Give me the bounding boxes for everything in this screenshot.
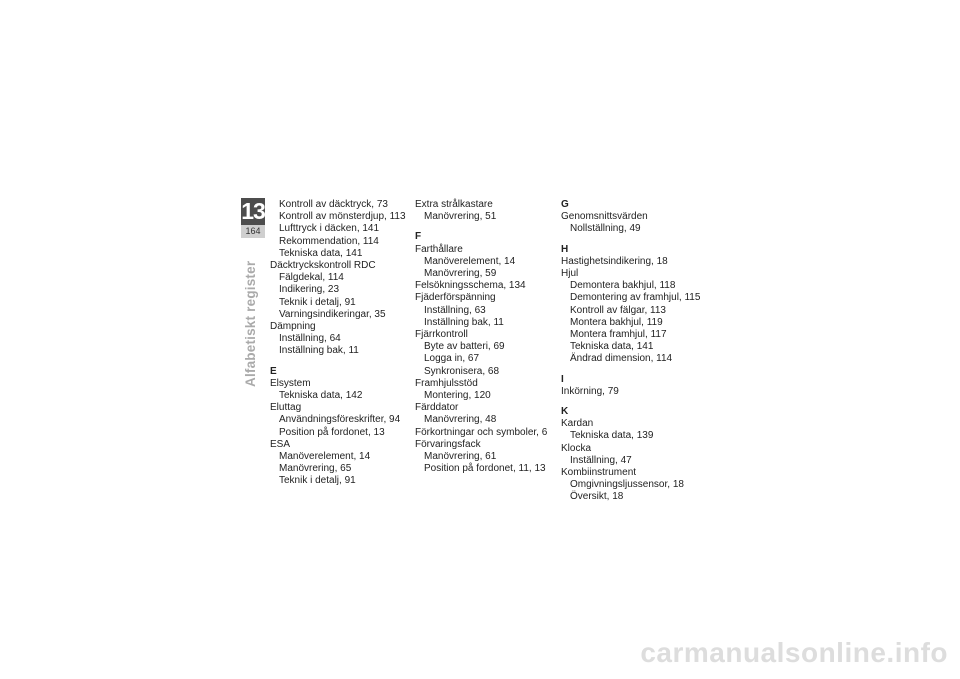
index-entry: Hastighetsindikering, 18 bbox=[561, 255, 668, 267]
index-letter: I bbox=[561, 373, 564, 385]
index-column-3 bbox=[561, 199, 700, 504]
index-subentry: Byte av batteri, 69 bbox=[424, 341, 505, 353]
index-entry: ESA bbox=[270, 438, 291, 450]
index-subentry: Tekniska data, 139 bbox=[570, 430, 654, 442]
chapter-tab bbox=[241, 198, 265, 238]
index-subentry: Ändrad dimension, 114 bbox=[570, 353, 673, 365]
index-letter: G bbox=[561, 199, 569, 210]
index-letter: H bbox=[561, 243, 569, 255]
index-entry: Felsökningsschema, 134 bbox=[415, 280, 526, 292]
index-entry: Extra strålkastare bbox=[415, 199, 493, 210]
index-subentry: Inställning, 64 bbox=[279, 333, 341, 345]
index-subentry: Manövrering, 48 bbox=[424, 414, 497, 426]
index-subentry: Tekniska data, 142 bbox=[279, 390, 363, 402]
index-entry: Hjul bbox=[561, 268, 579, 280]
section-title: Alfabetiskt register bbox=[243, 260, 258, 387]
index-entry: Dämpning bbox=[270, 321, 316, 333]
index-subentry: Position på fordonet, 13 bbox=[279, 426, 385, 438]
index-subentry: Manöverelement, 14 bbox=[279, 451, 371, 463]
index-subentry: Manövrering, 61 bbox=[424, 451, 497, 463]
index-entry: Elsystem bbox=[270, 377, 311, 389]
index-subentry: Manöverelement, 14 bbox=[424, 255, 516, 267]
index-subentry: Manövrering, 65 bbox=[279, 463, 352, 475]
index-subentry: Indikering, 23 bbox=[279, 284, 340, 296]
index-subentry: Inställning bak, 11 bbox=[424, 316, 504, 328]
index-subentry: Position på fordonet, 11, 13 bbox=[424, 463, 546, 475]
index-subentry: Användningsföreskrifter, 94 bbox=[279, 414, 401, 426]
index-entry: Fjäderförspänning bbox=[415, 292, 496, 304]
index-entry: Kombiinstrument bbox=[561, 467, 637, 479]
index-entry: Framhjulsstöd bbox=[415, 377, 478, 389]
index-subentry: Teknik i detalj, 91 bbox=[279, 475, 356, 487]
index-subentry: Manövrering, 59 bbox=[424, 268, 497, 280]
index-entry: Inkörning, 79 bbox=[561, 385, 619, 397]
index-subentry: Montering, 120 bbox=[424, 390, 491, 402]
index-subentry: Inställning, 47 bbox=[570, 454, 632, 466]
index-subentry: Inställning, 63 bbox=[424, 304, 486, 316]
page-number: 164 bbox=[241, 225, 265, 238]
index-subentry: Kontroll av fälgar, 113 bbox=[570, 304, 666, 316]
index-entry: Däcktryckskontroll RDC bbox=[270, 260, 376, 272]
index-subentry: Kontroll av däcktryck, 73 bbox=[279, 199, 388, 210]
index-subentry: Nollställning, 49 bbox=[570, 223, 641, 235]
index-subentry: Tekniska data, 141 bbox=[279, 247, 363, 259]
index-letter: K bbox=[561, 406, 569, 418]
index-entry: Färddator bbox=[415, 402, 459, 414]
index-subentry: Omgivningsljussensor, 18 bbox=[570, 479, 684, 491]
index-subentry: Logga in, 67 bbox=[424, 353, 480, 365]
index-entry: Förkortningar och symboler, 6 bbox=[415, 426, 548, 438]
index-subentry: Montera framhjul, 117 bbox=[570, 329, 667, 341]
index-letter: E bbox=[270, 365, 277, 377]
chapter-number: 13 bbox=[241, 198, 265, 224]
index-entry: Farthållare bbox=[415, 243, 463, 255]
index-column-2 bbox=[415, 199, 547, 475]
index-subentry: Tekniska data, 141 bbox=[570, 341, 654, 353]
index-entry: Genomsnittsvärden bbox=[561, 211, 648, 223]
index-entry: Klocka bbox=[561, 442, 592, 454]
index-subentry: Kontroll av mönsterdjup, 113 bbox=[279, 211, 406, 223]
index-entry: Fjärrkontroll bbox=[415, 329, 468, 341]
index-subentry: Översikt, 18 bbox=[570, 491, 624, 503]
index-subentry: Inställning bak, 11 bbox=[279, 345, 359, 357]
index-entry: Eluttag bbox=[270, 402, 302, 414]
index-subentry: Montera bakhjul, 119 bbox=[570, 316, 663, 328]
index-letter: F bbox=[415, 231, 422, 243]
index-subentry: Lufttryck i däcken, 141 bbox=[279, 223, 380, 235]
index-subentry: Rekommendation, 114 bbox=[279, 235, 379, 247]
index-subentry: Demontering av framhjul, 115 bbox=[570, 292, 701, 304]
index-subentry: Demontera bakhjul, 118 bbox=[570, 280, 676, 292]
index-subentry: Varningsindikeringar, 35 bbox=[279, 308, 386, 320]
index-subentry: Teknik i detalj, 91 bbox=[279, 296, 356, 308]
index-entry: Förvaringsfack bbox=[415, 438, 481, 450]
index-subentry: Synkronisera, 68 bbox=[424, 365, 500, 377]
index-subentry: Manövrering, 51 bbox=[424, 211, 497, 223]
index-entry: Kardan bbox=[561, 418, 594, 430]
watermark: carmanualsonline.info bbox=[640, 637, 948, 668]
index-column-1 bbox=[270, 199, 406, 488]
index-subentry: Fälgdekal, 114 bbox=[279, 272, 344, 284]
